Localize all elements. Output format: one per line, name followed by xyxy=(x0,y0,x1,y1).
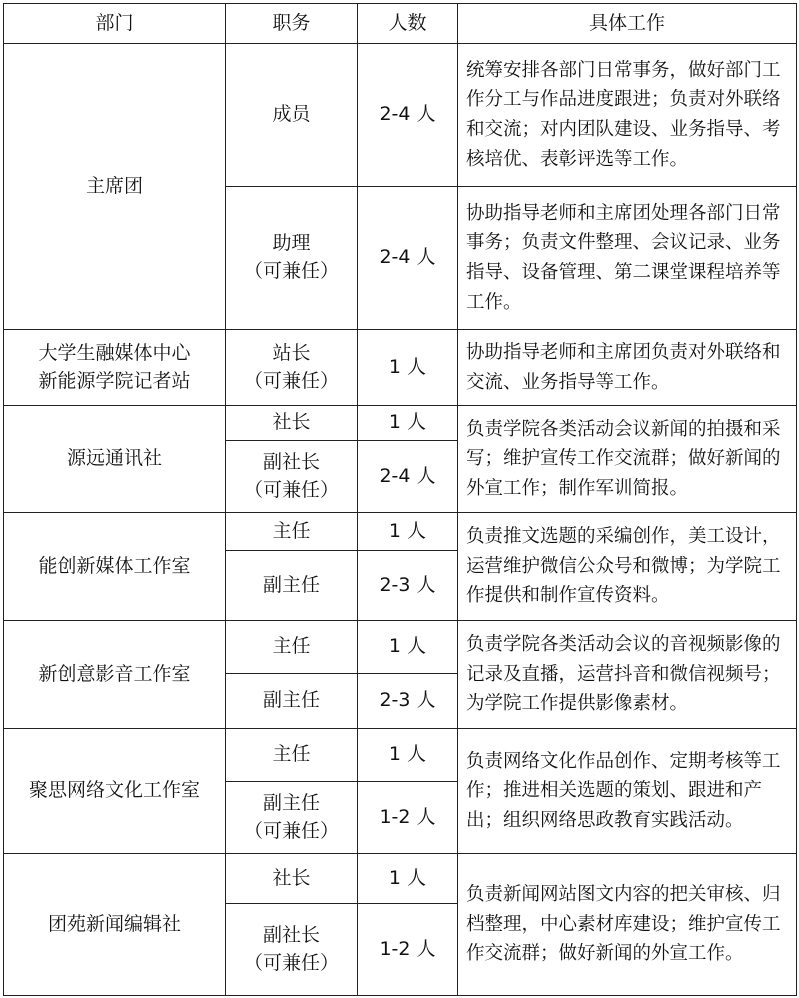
work-cell: 负责新闻网站图文内容的把关审核、归档整理，中心素材库建设；维护宣传工作交流群；做好新闻的外宣工作。 xyxy=(458,854,797,996)
count-cell: 2-4 人 xyxy=(358,441,458,513)
table-row xyxy=(4,406,797,441)
header-dept: 部门 xyxy=(4,4,226,44)
role-name: 副社长 xyxy=(262,450,320,473)
role-note: （可兼任） xyxy=(243,478,339,501)
role-cell xyxy=(226,330,358,406)
role-cell: 副主任 xyxy=(226,551,358,621)
role-cell xyxy=(226,441,358,513)
count-cell: 1 人 xyxy=(358,729,458,782)
count-cell: 2-4 人 xyxy=(358,44,458,187)
dept-cell: 能创新媒体工作室 xyxy=(4,513,226,621)
role-cell xyxy=(226,782,358,854)
role-cell: 主任 xyxy=(226,513,358,551)
dept-cell: 团苑新闻编辑社 xyxy=(4,854,226,996)
header-role: 职务 xyxy=(226,4,358,44)
recruitment-table xyxy=(3,3,797,996)
work-cell: 负责网络文化作品创作、定期考核等工作；推进相关选题的策划、跟进和产出；组织网络思政教育实践活动。 xyxy=(458,729,797,854)
dept-cell: 主席团 xyxy=(4,44,226,330)
work-cell: 负责推文选题的采编创作，美工设计，运营维护微信公众号和微博；为学院工作提供和制作宣传资料。 xyxy=(458,513,797,621)
table-row xyxy=(4,729,797,782)
role-cell: 副主任 xyxy=(226,674,358,729)
role-cell: 主任 xyxy=(226,729,358,782)
dept-cell: 聚思网络文化工作室 xyxy=(4,729,226,854)
work-cell: 统筹安排各部门日常事务，做好部门工作分工与作品进度跟进；负责对外联络和交流；对内团队建设、业务指导、考核培优、表彰评选等工作。 xyxy=(458,44,797,187)
count-cell: 1 人 xyxy=(358,406,458,441)
dept-line1: 大学生融媒体中心 xyxy=(38,341,191,364)
table-row xyxy=(4,330,797,406)
role-note: （可兼任） xyxy=(243,260,339,282)
role-note: （可兼任） xyxy=(243,819,339,842)
count-cell: 1 人 xyxy=(358,621,458,674)
role-cell: 主任 xyxy=(226,621,358,674)
role-cell xyxy=(226,904,358,996)
role-cell: 成员 xyxy=(226,44,358,187)
dept-cell: 源远通讯社 xyxy=(4,406,226,513)
role-note: （可兼任） xyxy=(243,951,339,974)
count-cell: 1 人 xyxy=(358,854,458,904)
dept-line2: 新能源学院记者站 xyxy=(38,369,191,392)
dept-cell: 新创意影音工作室 xyxy=(4,621,226,729)
count-cell: 1-2 人 xyxy=(358,904,458,996)
work-cell: 负责学院各类活动会议的音视频影像的记录及直播，运营抖音和微信视频号；为学院工作提供影像素材。 xyxy=(458,621,797,729)
count-cell: 2-3 人 xyxy=(358,551,458,621)
role-name: 站长 xyxy=(272,341,311,364)
role-name: 副社长 xyxy=(262,923,320,946)
role-name: 助理 xyxy=(272,232,311,255)
role-note: （可兼任） xyxy=(243,369,339,392)
role-cell xyxy=(226,187,358,330)
table-row xyxy=(4,621,797,674)
count-cell: 1 人 xyxy=(358,330,458,406)
count-cell: 2-3 人 xyxy=(358,674,458,729)
header-count: 人数 xyxy=(358,4,458,44)
header-row xyxy=(4,4,797,44)
header-work: 具体工作 xyxy=(458,4,797,44)
role-cell: 社长 xyxy=(226,406,358,441)
work-cell: 协助指导老师和主席团负责对外联络和交流、业务指导等工作。 xyxy=(458,330,797,406)
table-row xyxy=(4,854,797,904)
count-cell: 2-4 人 xyxy=(358,187,458,330)
work-cell: 协助指导老师和主席团处理各部门日常事务；负责文件整理、会议记录、业务指导、设备管理、第二课堂课程培养等工作。 xyxy=(458,187,797,330)
role-cell: 社长 xyxy=(226,854,358,904)
table-row xyxy=(4,513,797,551)
table-row xyxy=(4,44,797,187)
count-cell: 1 人 xyxy=(358,513,458,551)
dept-cell xyxy=(4,330,226,406)
work-cell: 负责学院各类活动会议新闻的拍摄和采写；维护宣传工作交流群；做好新闻的外宣工作；制作军训简报。 xyxy=(458,406,797,513)
role-name: 副主任 xyxy=(262,791,320,814)
count-cell: 1-2 人 xyxy=(358,782,458,854)
